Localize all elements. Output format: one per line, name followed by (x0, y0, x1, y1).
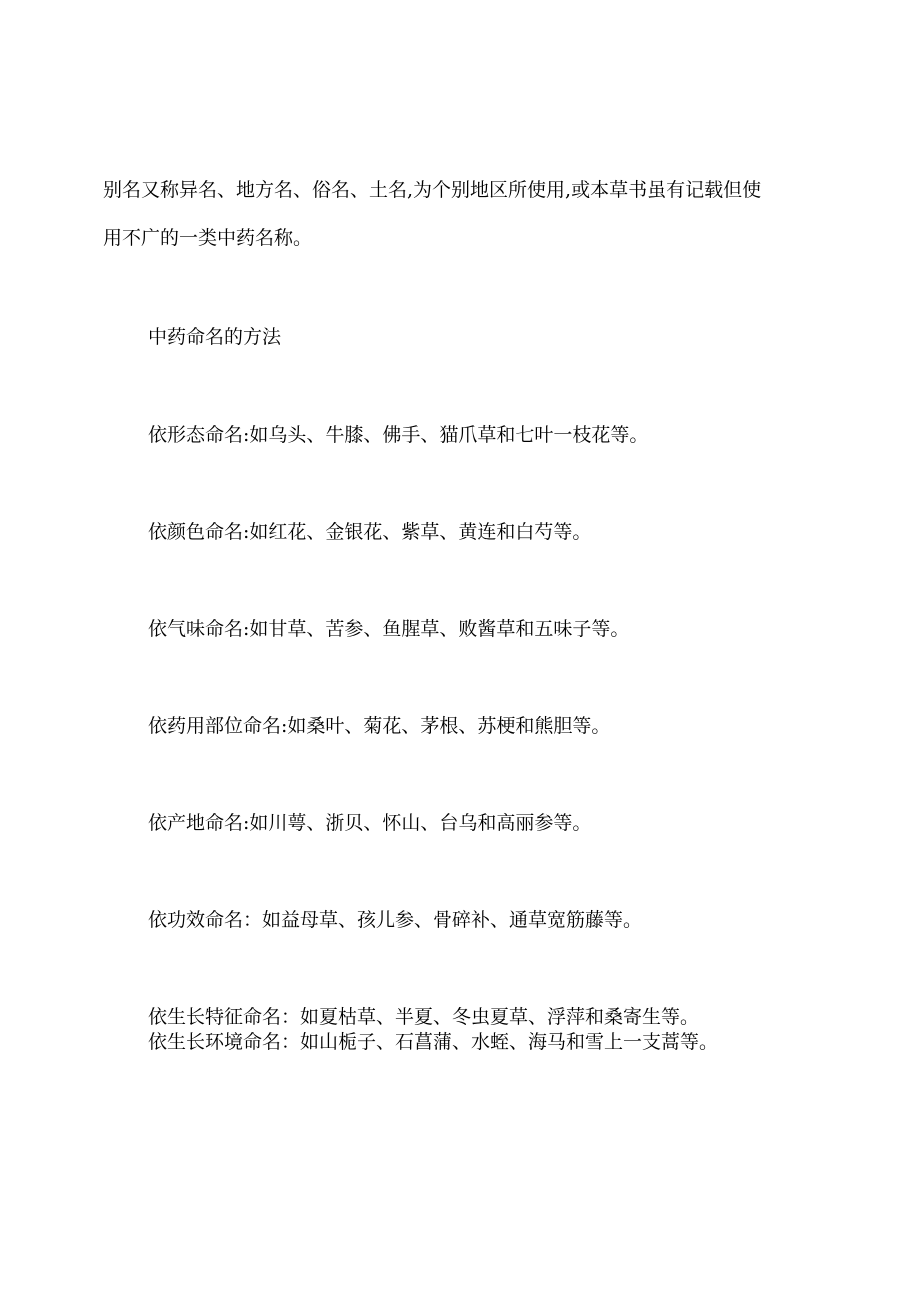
naming-method-plant-part: 依药用部位命名:如桑叶、菊花、茅根、苏梗和熊胆等。 (148, 715, 611, 737)
naming-method-shape: 依形态命名:如乌头、牛膝、佛手、猫爪草和七叶一枝花等。 (148, 424, 649, 446)
naming-method-origin: 依产地命名:如川萼、浙贝、怀山、台乌和高丽参等。 (148, 812, 592, 834)
naming-method-color: 依颜色命名:如红花、金银花、紫草、黄连和白芍等。 (148, 521, 592, 543)
intro-line-2: 用不广的一类中药名称。 (103, 227, 313, 249)
section-heading: 中药命名的方法 (148, 326, 282, 348)
naming-method-habitat: 依生长环境命名：如山栀子、石菖蒲、水蛭、海马和雪上一支蒿等。 (148, 1031, 719, 1053)
intro-line-1: 别名又称异名、地方名、俗名、土名,为个别地区所使用,或本草书虽有记载但使 (103, 179, 762, 201)
naming-method-efficacy: 依功效命名：如益母草、孩儿参、骨碎补、通草宽筋藤等。 (148, 909, 643, 931)
naming-method-smell: 依气味命名:如甘草、苦参、鱼腥草、败酱草和五味子等。 (148, 618, 630, 640)
naming-method-growth-trait: 依生长特征命名：如夏枯草、半夏、冬虫夏草、浮萍和桑寄生等。 (148, 1006, 700, 1028)
